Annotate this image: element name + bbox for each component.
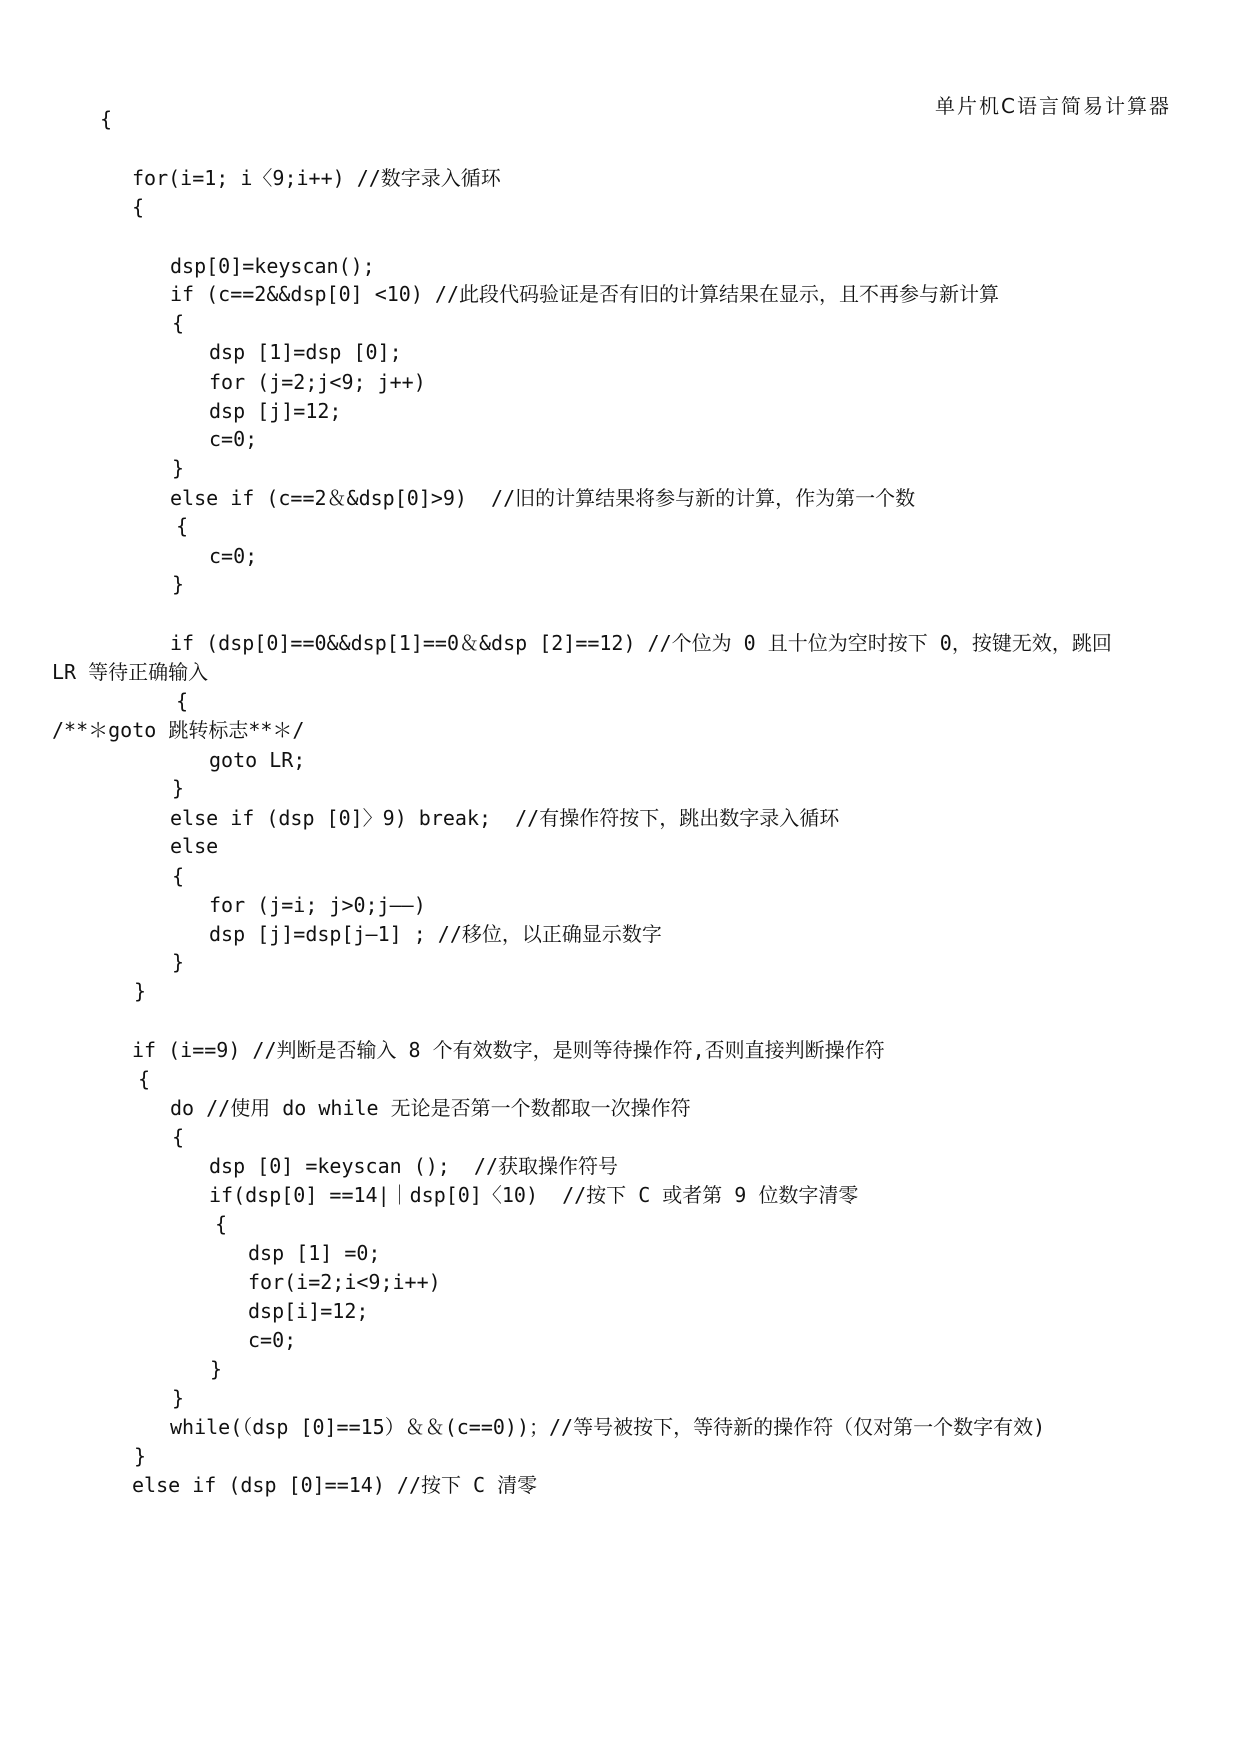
code-line: dsp [j]=12; <box>209 399 342 423</box>
code-line: LR 等待正确输入 <box>52 660 209 684</box>
code-line: dsp [j]=dsp[j—1] ; //移位，以正确显示数字 <box>209 922 662 946</box>
code-line: for (j=i; j>0;j——) <box>209 893 426 917</box>
code-line: for(i=1; i〈9;i++) //数字录入循环 <box>132 166 501 190</box>
code-line: } <box>172 950 185 974</box>
code-line: dsp[0]=keyscan(); <box>170 254 375 278</box>
code-line: { <box>138 1067 151 1091</box>
code-line: { <box>172 311 185 335</box>
code-line: } <box>134 1444 147 1468</box>
code-line: /**＊goto 跳转标志**＊/ <box>52 718 305 742</box>
code-line: else if (dsp [0]〉9) break; //有操作符按下，跳出数字录入循环 <box>170 806 840 830</box>
code-line: if (c==2&&dsp[0] <10) //此段代码验证是否有旧的计算结果在显示，且不再参与新计算 <box>170 282 999 306</box>
code-line: } <box>172 456 185 480</box>
code-line: { <box>215 1212 228 1236</box>
code-line: if(dsp[0] ==14|｜dsp[0]〈10) //按下 C 或者第 9 位数字清零 <box>209 1183 859 1207</box>
code-line: { <box>176 514 189 538</box>
code-line: } <box>134 979 147 1003</box>
code-line: } <box>172 572 185 596</box>
code-line: else if (dsp [0]==14) //按下 C 清零 <box>132 1473 538 1497</box>
code-line: { <box>172 1125 185 1149</box>
code-line: { <box>172 864 185 888</box>
code-line: while(（dsp [0]==15）＆＆(c==0))；//等号被按下，等待新的操作符（仅对第一个数字有效) <box>170 1415 1046 1439</box>
code-line: dsp[i]=12; <box>248 1299 369 1323</box>
code-line: dsp [1] =0; <box>248 1241 381 1265</box>
code-line: { <box>100 107 113 131</box>
code-line: c=0; <box>209 544 258 568</box>
code-line: for (j=2;j<9; j++) <box>209 370 426 394</box>
code-line: for(i=2;i<9;i++) <box>248 1270 441 1294</box>
code-line: { <box>132 195 145 219</box>
code-line: dsp [1]=dsp [0]; <box>209 340 402 364</box>
code-line: if (i==9) //判断是否输入 8 个有效数字，是则等待操作符,否则直接判断操作符 <box>132 1038 885 1062</box>
code-line: do //使用 do while 无论是否第一个数都取一次操作符 <box>170 1096 691 1120</box>
code-line: dsp [0] =keyscan (); //获取操作符号 <box>209 1154 618 1178</box>
code-line: } <box>210 1357 223 1381</box>
code-line: goto LR; <box>209 748 306 772</box>
code-line: else if (c==2＆&dsp[0]>9) //旧的计算结果将参与新的计算，作为第一个数 <box>170 486 916 510</box>
page-header-title: 单片机C语言简易计算器 <box>935 94 1171 118</box>
code-line: } <box>172 776 185 800</box>
code-line: { <box>176 689 189 713</box>
code-line: } <box>172 1386 185 1410</box>
code-line: if (dsp[0]==0&&dsp[1]==0＆&dsp [2]==12) //个位为 0 且十位为空时按下 0，按键无效，跳回 <box>170 631 1112 655</box>
code-line: c=0; <box>209 427 258 451</box>
code-line: else <box>170 834 219 858</box>
code-line: c=0; <box>248 1328 297 1352</box>
